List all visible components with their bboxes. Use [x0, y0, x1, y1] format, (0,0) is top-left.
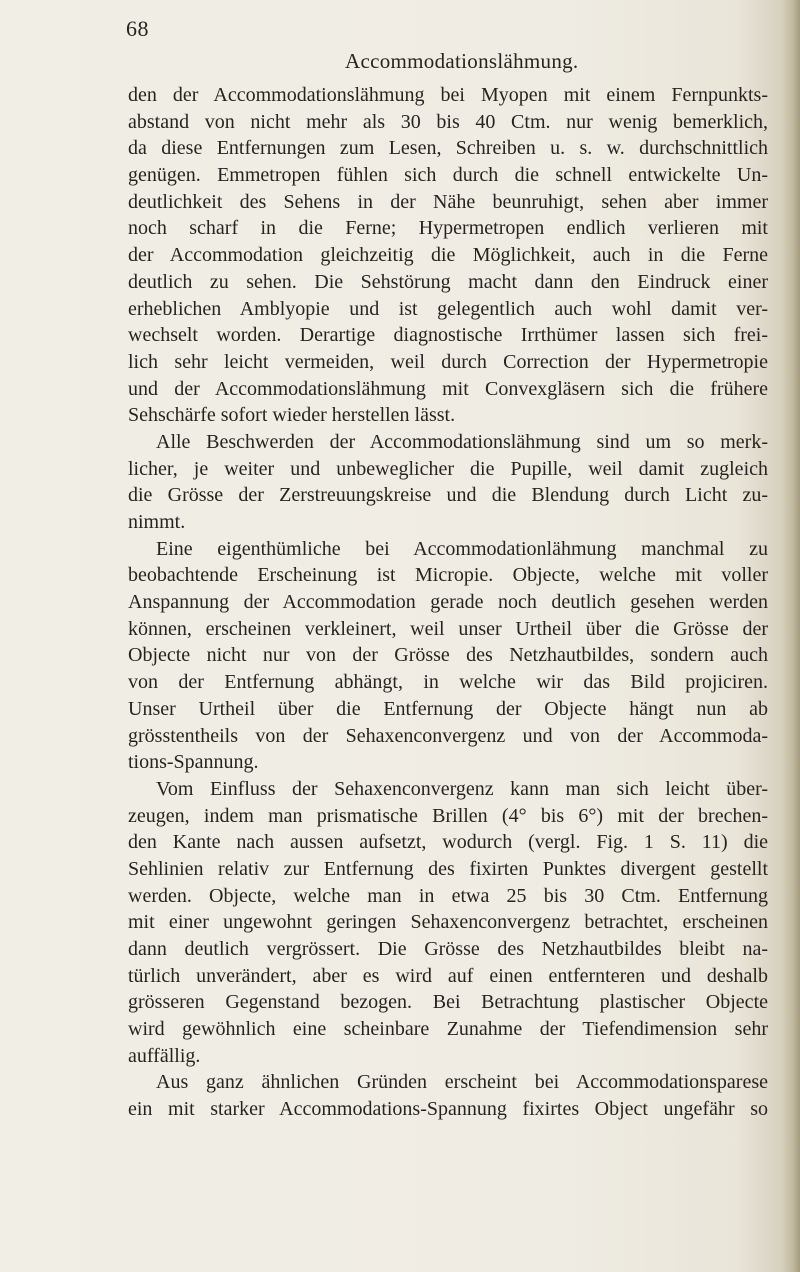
text-line: licher, je weiter und unbeweglicher die Pupille, weil damit zugleich: [128, 457, 768, 480]
text-line: ein mit starker Accommodations-Spannung fixirtes Object ungefähr so: [128, 1098, 768, 1121]
text-line: Vom Einfluss der Sehaxenconvergenz kann man sich leicht über-: [156, 777, 768, 800]
text-line: Anspannung der Accommodation gerade noch deutlich gesehen werden: [128, 591, 768, 614]
text-line: Alle Beschwerden der Accommodationslähmung sind um so merk-: [156, 430, 768, 453]
text-line: türlich unverändert, aber es wird auf einen entfernteren und deshalb: [128, 964, 768, 987]
text-line: mit einer ungewohnt geringen Sehaxenconvergenz betrachtet, erscheinen: [128, 911, 768, 934]
text-line: den Kante nach aussen aufsetzt, wodurch (vergl. Fig. 1 S. 11) die: [128, 831, 768, 854]
text-line: von der Entfernung abhängt, in welche wir das Bild projiciren.: [128, 671, 768, 694]
text-line: noch scharf in die Ferne; Hypermetropen endlich verlieren mit: [128, 217, 768, 240]
text-line: auffällig.: [128, 1044, 201, 1067]
text-line: grösstentheils von der Sehaxenconvergenz und von der Accommoda-: [128, 724, 768, 747]
text-line: und der Accommodationslähmung mit Convexgläsern sich die frühere: [128, 377, 768, 400]
text-line: können, erscheinen verkleinert, weil unser Urtheil über die Grösse der: [128, 617, 768, 640]
text-line: Sehlinien relativ zur Entfernung des fixirten Punktes divergent gestellt: [128, 857, 768, 880]
text-line: beobachtende Erscheinung ist Micropie. Objecte, welche mit voller: [128, 564, 768, 587]
text-line: werden. Objecte, welche man in etwa 25 bis 30 Ctm. Entfernung: [128, 884, 768, 907]
text-line: wechselt worden. Derartige diagnostische Irrthümer lassen sich frei-: [128, 324, 768, 347]
text-line: die Grösse der Zerstreuungskreise und die Blendung durch Licht zu-: [128, 484, 768, 507]
text-line: Unser Urtheil über die Entfernung der Objecte hängt nun ab: [128, 697, 768, 720]
text-line: erheblichen Amblyopie und ist gelegentlich auch wohl damit ver-: [128, 297, 768, 320]
text-line: lich sehr leicht vermeiden, weil durch Correction der Hypermetropie: [128, 350, 768, 373]
text-line: wird gewöhnlich eine scheinbare Zunahme der Tiefendimension sehr: [128, 1018, 768, 1041]
text-line: deutlichkeit des Sehens in der Nähe beunruhigt, sehen aber immer: [128, 190, 768, 213]
text-line: tions-Spannung.: [128, 751, 259, 774]
text-line: abstand von nicht mehr als 30 bis 40 Ctm. nur wenig bemerklich,: [128, 110, 768, 133]
text-line: den der Accommodationslähmung bei Myopen mit einem Fernpunkts-: [128, 84, 768, 106]
page-edge-shadow: [782, 0, 800, 1272]
text-line: dann deutlich vergrössert. Die Grösse des Netzhautbildes bleibt na-: [128, 938, 768, 960]
text-line: nimmt.: [128, 511, 186, 533]
text-line: Sehschärfe sofort wieder herstellen lässt.: [128, 404, 456, 427]
text-line: da diese Entfernungen zum Lesen, Schreiben u. s. w. durchschnittlich: [128, 137, 768, 160]
text-line: Eine eigenthümliche bei Accommodationlähmung manchmal zu: [156, 537, 768, 560]
text-line: grösseren Gegenstand bezogen. Bei Betrachtung plastischer Objecte: [128, 991, 768, 1014]
text-line: deutlich zu sehen. Die Sehstörung macht dann den Eindruck einer: [128, 270, 768, 293]
text-line: zeugen, indem man prismatische Brillen (4° bis 6°) mit der brechen-: [128, 804, 768, 827]
text-line: genügen. Emmetropen fühlen sich durch die schnell entwickelte Un-: [128, 164, 768, 187]
running-head: Accommodationslähmung.: [345, 49, 579, 73]
text-line: Aus ganz ähnlichen Gründen erscheint bei Accommodationsparese: [156, 1071, 768, 1094]
text-line: Objecte nicht nur von der Grösse des Netzhautbildes, sondern auch: [128, 644, 768, 667]
body-text: [128, 82, 768, 1123]
page-number: 68: [126, 16, 149, 41]
text-line: der Accommodation gleichzeitig die Möglichkeit, auch in die Ferne: [128, 244, 768, 267]
